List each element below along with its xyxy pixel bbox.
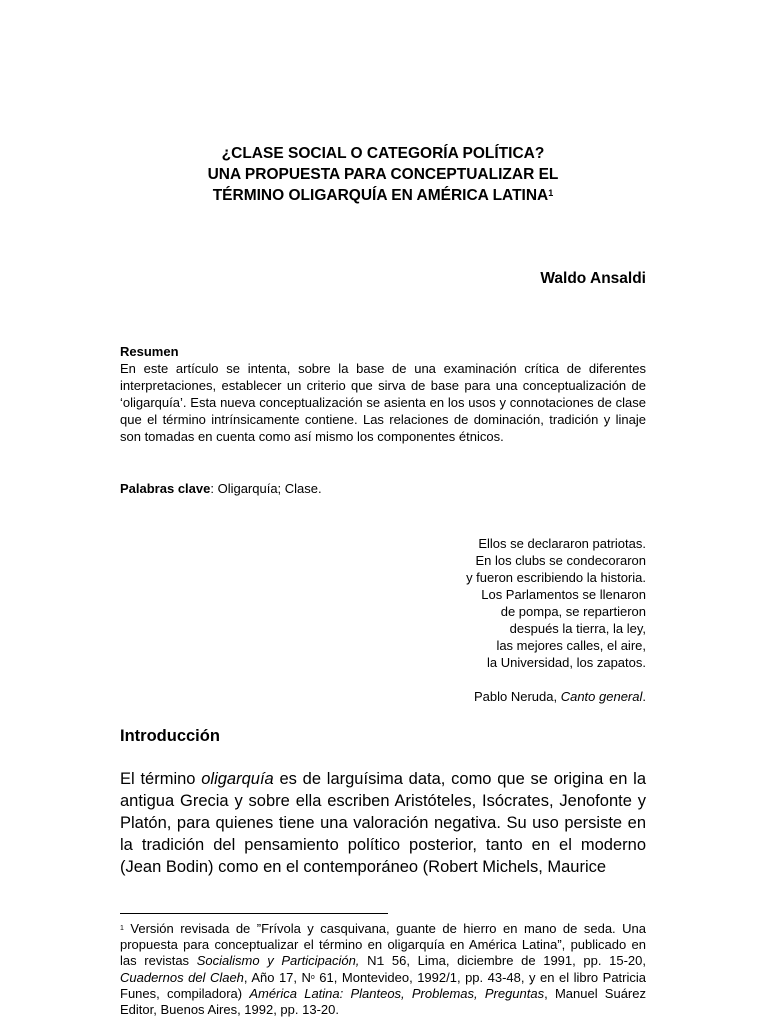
epigraph-line: de pompa, se repartieron xyxy=(500,604,646,619)
epigraph-line: En los clubs se condecoraron xyxy=(475,553,646,568)
footnote-number-glyph: 1 xyxy=(376,954,385,969)
footnote-divider xyxy=(120,913,388,914)
footnote-ordinal: o xyxy=(310,974,315,981)
abstract-label: Resumen xyxy=(120,344,179,359)
footnote-marker: 1 xyxy=(120,925,124,932)
epigraph-line: y fueron escribiendo la historia. xyxy=(466,570,646,585)
article-title xyxy=(120,143,646,206)
title-line-3: TÉRMINO OLIGARQUÍA EN AMÉRICA LATINA xyxy=(212,187,549,204)
epigraph-line: Ellos se declararon patriotas. xyxy=(478,536,646,551)
footnote-text: , Año 17, N xyxy=(243,970,311,985)
footnote-text: 56, Lima, diciembre de 1991, pp. 15-20, xyxy=(384,953,646,968)
epigraph-end: . xyxy=(642,689,646,704)
epigraph-citation xyxy=(340,688,646,705)
section-heading: Introducción xyxy=(120,727,220,745)
footnote-journal: Cuadernos del Claeh xyxy=(120,970,244,985)
footnote-journal: Socialismo y Participación, xyxy=(196,953,360,968)
footnote-text: , Manuel Suárez Editor, Buenos Aires, 1992, pp. 13-20. xyxy=(120,986,646,1017)
epigraph-line: después la tierra, la ley, xyxy=(509,621,646,636)
body-term: oligarquía xyxy=(201,770,274,788)
title-line-1: ¿CLASE SOCIAL O CATEGORÍA POLÍTICA? xyxy=(221,145,545,162)
body-paragraph xyxy=(120,768,646,878)
epigraph-line: la Universidad, los zapatos. xyxy=(487,655,646,670)
epigraph-line: Los Parlamentos se llenaron xyxy=(481,587,646,602)
abstract-text: En este artículo se intenta, sobre la base de una examinación crítica de diferentes interpretaciones, establecer un criterio que sirva de base para una conceptualización de ‘oligarquía’. Esta nueva conceptualización se asienta en los usos y connotaciones de clase que el término intrínsicamente contiene. Las relaciones de dominación, tradición y linaje son tomadas en cuenta como así mismo los componentes étnicos. xyxy=(120,361,646,444)
footnote xyxy=(120,921,646,1018)
footnote-text: Versión revisada de ”Frívola y casquivana, guante de hierro en mano de seda. Una propuesta para conceptualizar el término en oligarquía en América Latina”, publicado en las revistas xyxy=(120,921,646,968)
footnote-text: 61, Montevideo, 1992/1, pp. 43-48, y en el libro Patricia Funes, compiladora) xyxy=(120,970,646,1001)
footnote-book-title: América Latina: Planteos, Problemas, Preguntas xyxy=(249,986,545,1001)
abstract xyxy=(120,343,646,445)
epigraph xyxy=(340,535,646,671)
body-text-segment: El término xyxy=(120,770,202,788)
author-name: Waldo Ansaldi xyxy=(540,270,646,287)
title-footnote-marker: 1 xyxy=(548,188,554,198)
keywords xyxy=(120,480,646,497)
keywords-text: : Oligarquía; Clase. xyxy=(210,481,322,496)
footnote-text: N xyxy=(359,953,377,968)
title-line-2: UNA PROPUESTA PARA CONCEPTUALIZAR EL xyxy=(207,166,559,183)
epigraph-work: Canto general xyxy=(560,689,643,704)
keywords-label: Palabras clave xyxy=(120,481,211,496)
body-text-segment: es de larguísima data, como que se origina en la antigua Grecia y sobre ella escriben Aristóteles, Isócrates, Jenofonte y Platón, para quienes tiene una valoración negativa. Su uso persiste en la tradición del pensamiento político posterior, tanto en el moderno (Jean Bodin) como en el contemporáneo (Robert Michels, Maurice xyxy=(120,770,647,876)
epigraph-line: las mejores calles, el aire, xyxy=(496,638,646,653)
epigraph-author: Pablo Neruda, xyxy=(473,689,561,704)
